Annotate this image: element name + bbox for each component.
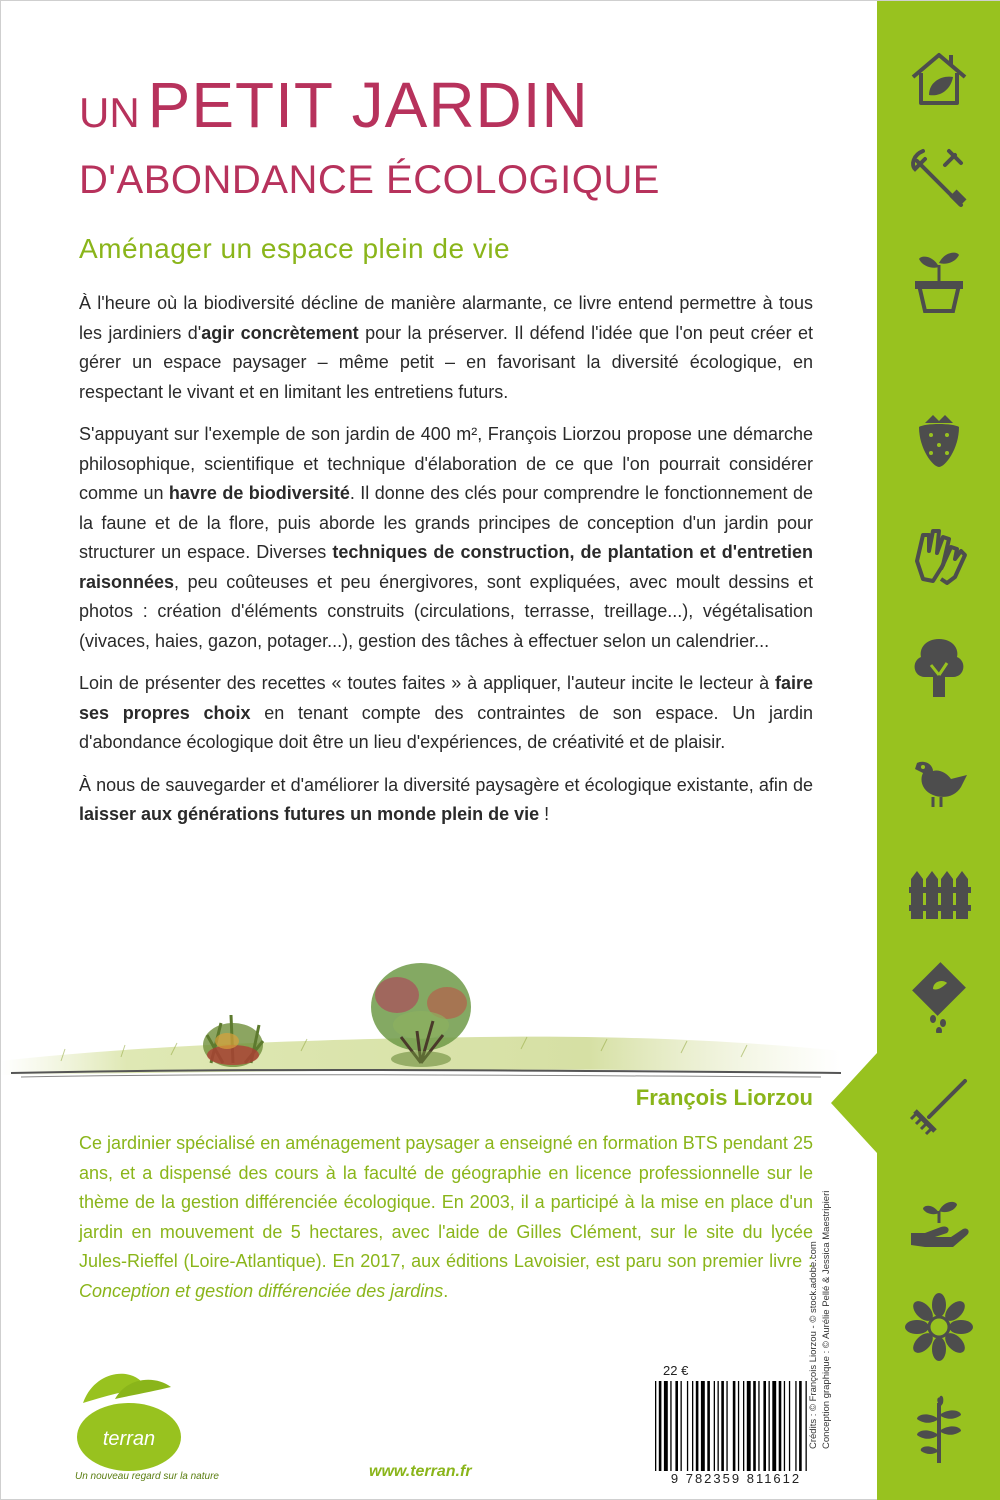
barcode-bar: [769, 1381, 770, 1471]
leafy-branch-icon: [903, 1393, 975, 1465]
isbn-barcode: [651, 1381, 821, 1471]
barcode-bar: [675, 1381, 678, 1471]
barcode-bar: [707, 1381, 710, 1471]
author-bio: Ce jardinier spécialisé en aménagement paysager a enseigné en formation BTS pendant 25 ans, et a dispensé des cours à la faculté de géographie en licence professionnelle sur le thème de la gestion différenciée écologique. En 2003, il a participé à la mise en place d'un jardin en mouvement de 5 hectares, avec l'aide de Gilles Clément, sur le site du lycée Jules-Rieffel (Loire-Atlantique). En 2017, aux éditions Lavoisier, est paru son premier livre : Conception et gestion différenciée des jardins.: [79, 1133, 813, 1301]
barcode-bar: [701, 1381, 705, 1471]
publisher-tagline: Un nouveau regard sur la nature: [75, 1471, 219, 1482]
credits-line-1: Crédits : © François Liorzou - © stock.adobe.com: [808, 1241, 819, 1449]
book-subtitle: Aménager un espace plein de vie: [79, 233, 511, 264]
book-title: [79, 69, 849, 205]
barcode-bar: [696, 1381, 699, 1471]
barcode-bar: [726, 1381, 727, 1471]
hand-sprout-icon: [903, 1183, 975, 1255]
potted-seedling-icon: [903, 245, 975, 317]
blurb-paragraph-2: S'appuyant sur l'exemple de son jardin de 400 m², François Liorzou propose une démarche philosophique, scientifique et technique d'élaboration de ce que l'on pourrait considérer comme un havre de biodiversité. Il donne des clés pour comprendre le fonctionnement de la faune et de la flore, puis aborde les grands principes de conception d'un jardin pour structurer un espace. Diverses techniques de construction, de plantation et d'entretien raisonnées, peu coûteuses et peu énergivores, sont expliquées, avec moult dessins et photos : création d'éléments construits (circulations, terrasse, treillage...), végétalisation (vivaces, haies, gazon, potager...), gestion des tâches à effectuer selon un calendrier...: [79, 424, 813, 651]
barcode-bar: [655, 1381, 656, 1471]
barcode-bar: [692, 1381, 693, 1471]
barcode-bar: [806, 1381, 807, 1471]
garden-shrub-drawing: [1, 951, 841, 1086]
barcode-bar: [772, 1381, 776, 1471]
hand-tools-icon: [903, 143, 975, 215]
barcode-bar: [789, 1381, 790, 1471]
barcode-bar: [779, 1381, 782, 1471]
barcode-bar: [784, 1381, 785, 1471]
publisher-url[interactable]: www.terran.fr: [369, 1463, 472, 1480]
title-article: UN: [79, 89, 140, 136]
barcode-bar: [659, 1381, 662, 1471]
barcode-bar: [714, 1381, 715, 1471]
barcode-bar: [681, 1381, 682, 1471]
rake-icon: [903, 1073, 975, 1145]
price: 22 €: [663, 1363, 689, 1378]
barcode-bar: [721, 1381, 724, 1471]
fence-icon: [903, 857, 975, 929]
title-line-2: D'ABONDANCE ÉCOLOGIQUE: [79, 158, 660, 202]
barcode-bar: [795, 1381, 796, 1471]
blurb-paragraph-4: À nous de sauvegarder et d'améliorer la diversité paysagère et écologique existante, afin de laisser aux générations futures un monde plein de vie !: [79, 774, 813, 824]
credits-line-2: Conception graphique : © Aurélie Pellé & Jessica Maestripieri: [821, 1190, 832, 1449]
logo-text: terran: [102, 1428, 156, 1450]
barcode-bar: [738, 1381, 739, 1471]
tree-icon: [903, 631, 975, 703]
barcode-bar: [799, 1381, 802, 1471]
gardening-gloves-icon: [903, 521, 975, 593]
house-leaf-icon: [903, 43, 975, 115]
blurb-paragraph-3: Loin de présenter des recettes « toutes faites » à appliquer, l'auteur incite le lecteur à faire ses propres choix en tenant compte des contraintes de son espace. Un jardin d'abondance écologique doit être un lieu d'expériences, de créativité et de plaisir.: [79, 673, 813, 752]
title-main: PETIT JARDIN: [147, 69, 589, 141]
barcode-bar: [743, 1381, 744, 1471]
barcode-bar: [753, 1381, 756, 1471]
barcode-bar: [763, 1381, 766, 1471]
barcode-bar: [747, 1381, 751, 1471]
terran-logo: [75, 1359, 255, 1479]
first-book-title: Conception et gestion différenciée des jardins: [79, 1280, 444, 1301]
blurb-paragraph-1: À l'heure où la biodiversité décline de manière alarmante, ce livre entend permettre à tous les jardiniers d'agir concrètement pour la préserver. Il défend l'idée que l'on peut créer et gérer un espace paysager – même petit – en favorisant la diversité écologique, en respectant le vivant et en limitant les entretiens futurs.: [79, 293, 813, 402]
bird-icon: [903, 745, 975, 817]
blurb: [79, 289, 813, 843]
author-name: François Liorzou: [635, 1085, 813, 1110]
barcode-bar: [664, 1381, 668, 1471]
isbn-number: 9 782359 811612: [670, 1471, 802, 1486]
strawberry-icon: [903, 401, 975, 473]
flower-icon: [903, 1291, 975, 1363]
barcode-bar: [733, 1381, 736, 1471]
barcode-bar: [670, 1381, 671, 1471]
seed-packet-icon: [903, 961, 975, 1033]
barcode-bar: [758, 1381, 759, 1471]
barcode-bar: [687, 1381, 688, 1471]
barcode-bar: [718, 1381, 719, 1471]
